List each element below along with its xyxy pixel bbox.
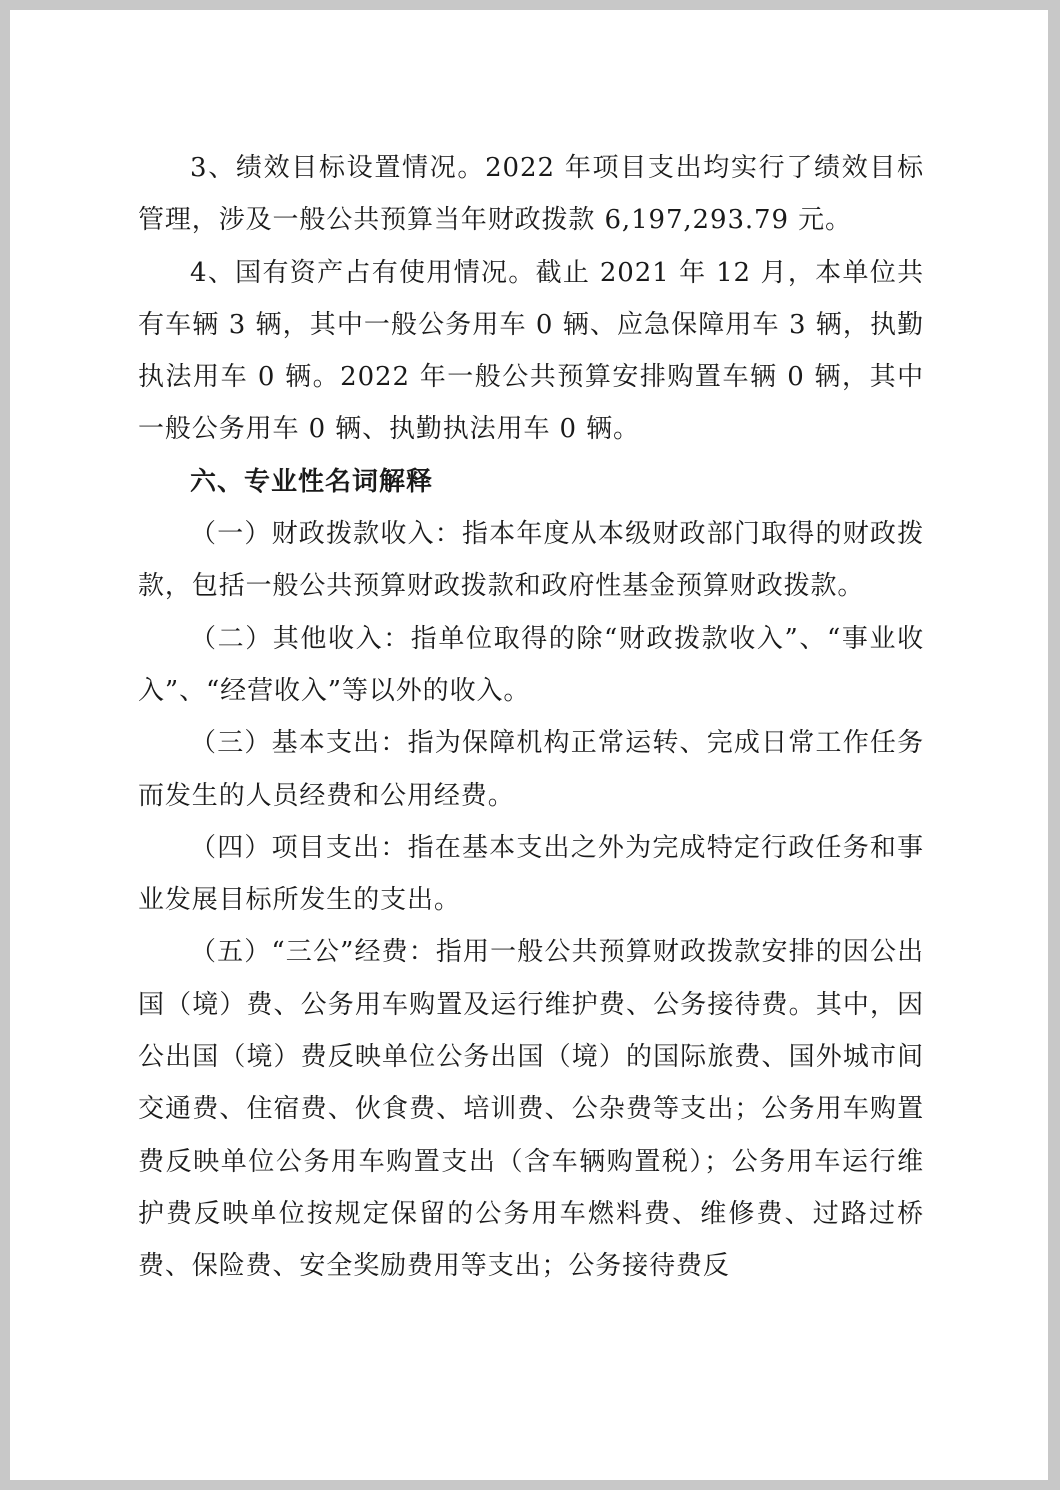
document-page: [10, 10, 1048, 1480]
definition-other-income: （二）其他收入：指单位取得的除“财政拨款收入”、“事业收入”、“经营收入”等以外的收入。: [138, 623, 924, 706]
definition-three-public-expenses: （五）“三公”经费：指用一般公共预算财政拨款安排的因公出国（境）费、公务用车购置及运行维护费、公务接待费。其中，因公出国（境）费反映单位公务出国（境）的国际旅费、国外城市间交通费、住宿费、伙食费、培训费、公杂费等支出；公务用车购置费反映单位公务用车购置支出（含车辆购置税）；公务用车运行维护费反映单位按规定保留的公务用车燃料费、维修费、过路过桥费、保险费、安全奖励费用等支出；公务接待费反: [138, 937, 924, 1282]
paragraph-performance-goals: 3、绩效目标设置情况。2022 年项目支出均实行了绩效目标管理，涉及一般公共预算当年财政拨款 6,197,293.79 元。: [138, 153, 924, 236]
definition-project-expenditure: （四）项目支出：指在基本支出之外为完成特定行政任务和事业发展目标所发生的支出。: [138, 832, 924, 916]
paragraph-state-assets: 4、国有资产占有使用情况。截止 2021 年 12 月，本单位共有车辆 3 辆，其中一般公务用车 0 辆、应急保障用车 3 辆，执勤执法用车 0 辆。2022 年一般公共预算安排购置车辆 0 辆，其中一般公务用车 0 辆、执勤执法用车 0 辆。: [138, 257, 924, 445]
definition-fiscal-appropriation-income: （一）财政拨款收入：指本年度从本级财政部门取得的财政拨款，包括一般公共预算财政拨款和政府性基金预算财政拨款。: [138, 519, 924, 602]
document-body: [138, 142, 924, 1293]
section-heading-terms: 六、专业性名词解释: [190, 466, 434, 497]
definition-basic-expenditure: （三）基本支出：指为保障机构正常运转、完成日常工作任务而发生的人员经费和公用经费。: [138, 728, 924, 811]
